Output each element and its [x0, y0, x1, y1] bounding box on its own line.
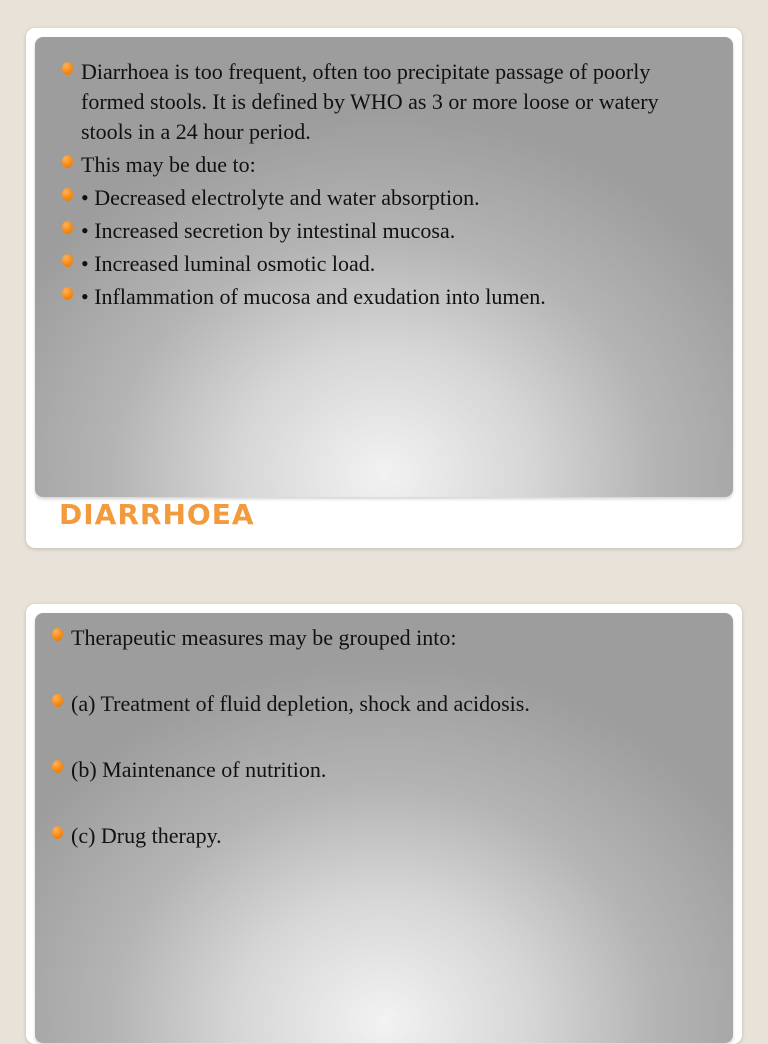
bullet-text: This may be due to: — [81, 152, 256, 177]
bullet-text: (b) Maintenance of nutrition. — [71, 757, 327, 782]
bullet-icon — [52, 628, 63, 641]
bullet-icon — [52, 760, 63, 773]
bullet-icon — [62, 221, 73, 234]
bullet-icon — [62, 287, 73, 300]
bullet-icon — [52, 694, 63, 707]
bullet-text: • Inflammation of mucosa and exudation into lumen. — [81, 284, 546, 309]
bullet-item — [51, 755, 703, 785]
bullet-item — [61, 249, 703, 279]
content-panel — [35, 37, 733, 497]
bullet-item — [51, 623, 703, 653]
bullet-item — [51, 821, 703, 851]
bullet-item — [61, 282, 703, 312]
slide-1 — [26, 28, 742, 548]
bullet-item — [51, 689, 703, 719]
bullet-text: Therapeutic measures may be grouped into: — [71, 625, 457, 650]
bullet-list — [51, 623, 703, 887]
bullet-icon — [62, 155, 73, 168]
bullet-text: Diarrhoea is too frequent, often too precipitate passage of poorly formed stools. It is defined by WHO as 3 or more loose or watery stools in a 24 hour period. — [81, 59, 659, 144]
bullet-icon — [62, 62, 73, 75]
bullet-item — [61, 150, 703, 180]
bullet-item — [61, 183, 703, 213]
bullet-item — [61, 216, 703, 246]
bullet-text: • Decreased electrolyte and water absorption. — [81, 185, 480, 210]
bullet-icon — [62, 188, 73, 201]
bullet-text: • Increased luminal osmotic load. — [81, 251, 376, 276]
content-panel — [35, 613, 733, 1043]
bullet-text: (c) Drug therapy. — [71, 823, 222, 848]
bullet-item — [61, 57, 703, 147]
bullet-icon — [52, 826, 63, 839]
bullet-icon — [62, 254, 73, 267]
bullet-text: (a) Treatment of fluid depletion, shock and acidosis. — [71, 691, 530, 716]
slide-title: DIARRHOEA — [59, 498, 255, 531]
bullet-list — [61, 57, 703, 315]
slide-2 — [26, 604, 742, 1044]
bullet-text: • Increased secretion by intestinal mucosa. — [81, 218, 456, 243]
